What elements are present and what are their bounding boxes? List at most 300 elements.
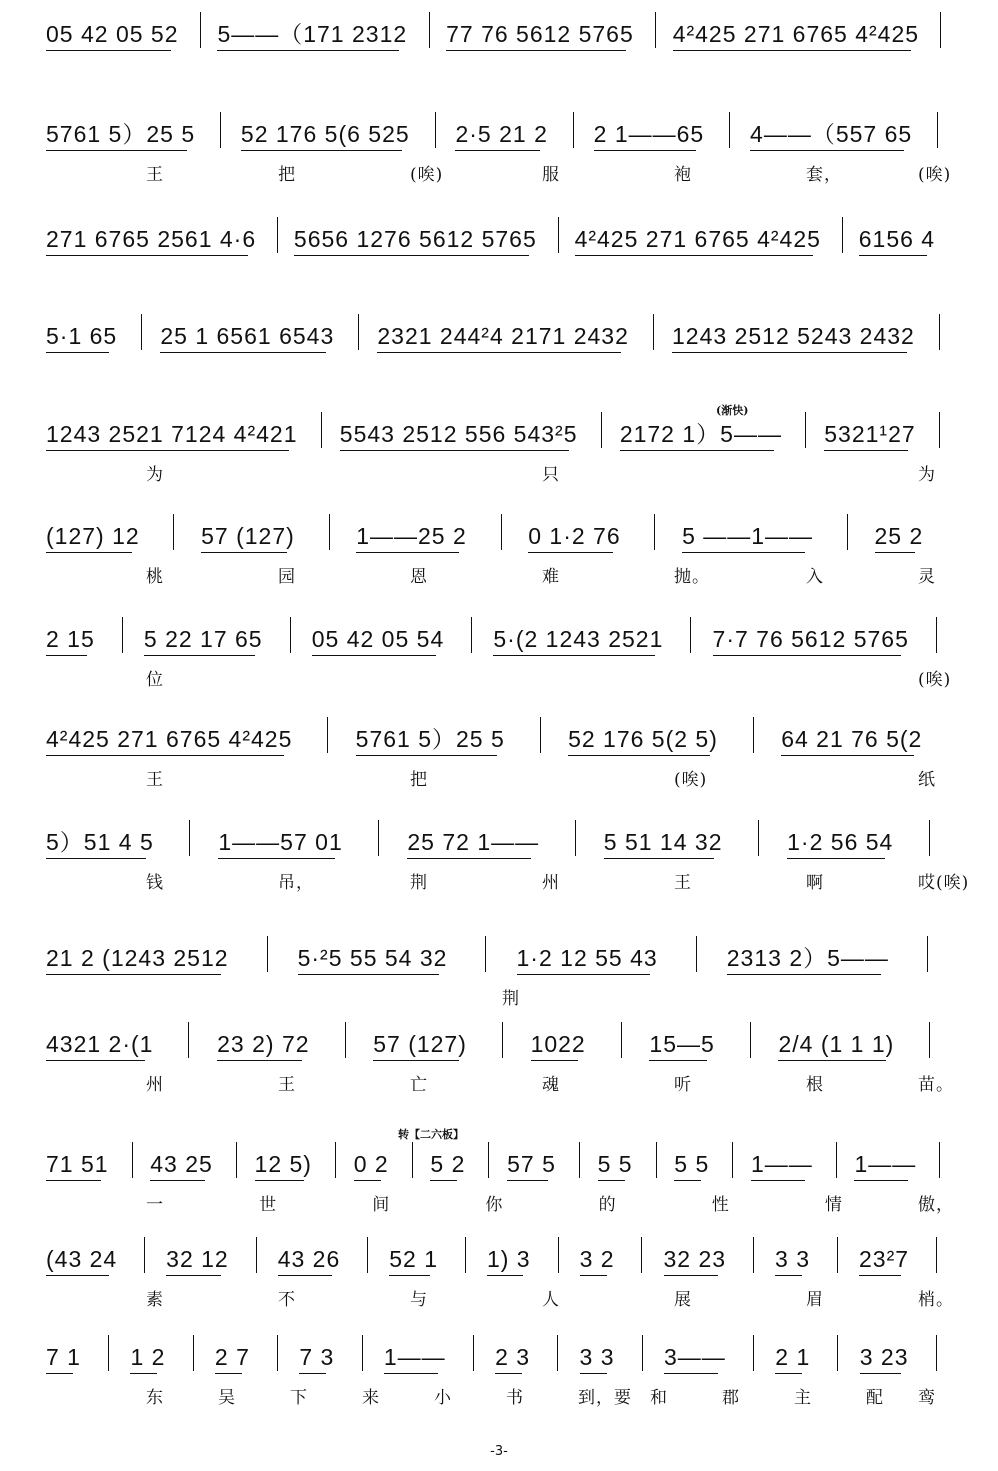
system-10-notation — [0, 944, 998, 984]
barline — [256, 1237, 257, 1273]
beam-underline — [517, 974, 650, 975]
beam-underline — [580, 1275, 607, 1276]
barline — [939, 412, 940, 448]
notation-segment: 5761 5）25 5 — [355, 726, 505, 752]
beam-underline — [649, 1060, 706, 1061]
barline — [329, 514, 330, 550]
notation-segment: 23²7 — [858, 1246, 910, 1272]
notation-segment: 5 51 14 32 — [603, 829, 723, 855]
page-number: -3- — [490, 1444, 508, 1459]
lyric-word: 把 — [410, 770, 428, 790]
beam-underline — [255, 1180, 304, 1181]
notation-segment: 32 12 — [166, 1246, 229, 1272]
system-3 — [0, 225, 998, 305]
barline — [939, 314, 940, 350]
lyric-word: 书 — [506, 1388, 524, 1408]
notation-segment: 1——25 2 — [356, 523, 467, 549]
notation-segment: 2 1——65 — [593, 121, 705, 147]
beam-underline — [674, 1180, 701, 1181]
beam-underline — [682, 552, 805, 553]
barline — [758, 820, 759, 856]
beam-underline — [568, 755, 710, 756]
beam-underline — [751, 1180, 805, 1181]
notation-segment: 52 176 5(6 525 — [240, 121, 410, 147]
notation-segment: 21 2 (1243 2512 — [46, 945, 229, 971]
beam-underline — [46, 552, 132, 553]
system-1 — [0, 20, 998, 100]
notation-segment: 5 5 — [674, 1151, 710, 1177]
beam-underline — [487, 1275, 523, 1276]
tempo-annotation: (渐快) — [716, 404, 749, 417]
notation-segment: 2 3 — [495, 1344, 531, 1370]
lyric-word: 服 — [542, 165, 560, 185]
notation-segment: 5·(2 1243 2521 — [493, 626, 664, 652]
notation-segment: 0 2 — [353, 1151, 389, 1177]
barline — [937, 112, 938, 148]
barline — [696, 936, 697, 972]
notation-segment: 4——（557 65 — [750, 121, 913, 147]
lyric-word: 到，要 — [578, 1388, 632, 1408]
lyric-word: 园 — [278, 567, 296, 587]
lyric-word: 的 — [598, 1195, 617, 1215]
barline — [290, 617, 291, 653]
lyric-word: 梢。 — [918, 1290, 954, 1310]
beam-underline — [278, 1275, 333, 1276]
notation-segment: 5）51 4 5 — [46, 829, 154, 855]
system-5-notation — [0, 420, 998, 460]
notation-segment: 3 2 — [579, 1246, 615, 1272]
notation-segment: 05 42 05 54 — [311, 626, 445, 652]
notation-segment: 1) 3 — [486, 1246, 531, 1272]
notation-segment: 7 3 — [299, 1344, 335, 1370]
notation-segment: 71 51 — [46, 1151, 109, 1177]
notation-segment: 5 5 — [597, 1151, 633, 1177]
beam-underline — [493, 655, 655, 656]
barline — [108, 1335, 109, 1371]
beam-underline — [854, 1180, 908, 1181]
notation-segment: 4²425 271 6765 4²425 — [574, 226, 821, 252]
barline — [642, 1335, 643, 1371]
beam-underline — [166, 1275, 221, 1276]
barline — [327, 717, 328, 753]
lyric-word: 苗。 — [918, 1075, 954, 1095]
beam-underline — [46, 255, 248, 256]
lyric-word: 眉 — [806, 1290, 824, 1310]
notation-segment: 2321 244²4 2171 2432 — [377, 323, 629, 349]
notation-segment: 12 5) — [254, 1151, 312, 1177]
lyric-word: 一 — [146, 1195, 164, 1215]
barline — [189, 820, 190, 856]
lyric-word: 根 — [806, 1075, 824, 1095]
barline — [412, 1142, 413, 1178]
beam-underline — [620, 450, 774, 451]
beam-underline — [160, 352, 326, 353]
beam-underline — [594, 150, 697, 151]
notation-segment: 3 23 — [859, 1344, 909, 1370]
beam-underline — [217, 50, 399, 51]
beam-underline — [775, 1373, 802, 1374]
beam-underline — [672, 352, 907, 353]
beam-underline — [46, 655, 87, 656]
lyric-word: 人 — [542, 1290, 560, 1310]
barline — [654, 514, 655, 550]
lyric-word: 王 — [146, 770, 164, 790]
system-8-notation — [0, 725, 998, 765]
lyric-word: 为 — [918, 465, 936, 485]
barline — [200, 12, 201, 48]
beam-underline — [664, 1275, 719, 1276]
notation-segment: (43 24 — [46, 1246, 118, 1272]
barline — [753, 717, 754, 753]
barline — [621, 1022, 622, 1058]
beam-underline — [46, 352, 109, 353]
barline — [473, 1335, 474, 1371]
system-9 — [0, 828, 998, 908]
beam-underline — [46, 974, 221, 975]
lyric-word: 纸 — [918, 770, 936, 790]
notation-segment: 271 6765 2561 4·6 — [46, 226, 257, 252]
system-14-notation — [0, 1343, 998, 1383]
lyric-word: 你 — [485, 1195, 504, 1215]
barline — [277, 217, 278, 253]
barline — [836, 1142, 837, 1178]
lyric-word: 听 — [674, 1075, 692, 1095]
beam-underline — [389, 1275, 430, 1276]
beam-underline — [46, 450, 289, 451]
system-1-notation — [0, 20, 998, 60]
barline — [488, 1142, 489, 1178]
barline — [575, 820, 576, 856]
notation-segment: 5543 2512 556 543²5 — [339, 421, 578, 447]
barline — [485, 936, 486, 972]
notation-segment: 5·1 65 — [46, 323, 118, 349]
beam-underline — [407, 858, 531, 859]
beam-underline — [130, 1373, 157, 1374]
lyric-word: 荆 — [410, 873, 428, 893]
lyric-word: 只 — [542, 465, 560, 485]
system-7 — [0, 625, 998, 705]
beam-underline — [46, 150, 187, 151]
notation-segment: (127) 12 — [46, 523, 140, 549]
lyric-word: 主 — [794, 1388, 812, 1408]
barline — [750, 1022, 751, 1058]
notation-segment: 1—— — [750, 1151, 813, 1177]
barline — [144, 1237, 145, 1273]
lyric-word: 东 — [146, 1388, 164, 1408]
barline — [345, 1022, 346, 1058]
beam-underline — [446, 50, 626, 51]
system-4 — [0, 322, 998, 402]
beam-underline — [215, 1373, 242, 1374]
beam-underline — [46, 1275, 109, 1276]
notation-segment: 5·²5 55 54 32 — [297, 945, 448, 971]
barline — [557, 1335, 558, 1371]
barline — [122, 617, 123, 653]
beam-underline — [787, 858, 885, 859]
beam-underline — [373, 1060, 459, 1061]
notation-segment: 5321¹27 — [824, 421, 916, 447]
notation-segment: 5 22 17 65 — [143, 626, 263, 652]
beam-underline — [859, 1275, 901, 1276]
notation-segment: 32 23 — [663, 1246, 727, 1272]
barline — [362, 1335, 363, 1371]
barline — [558, 1237, 559, 1273]
system-12 — [0, 1128, 998, 1230]
beam-underline — [824, 450, 907, 451]
notation-segment: 64 21 76 5(2 — [781, 726, 923, 752]
mode-change-annotation: 转【二六板】 — [398, 1128, 464, 1141]
barline — [173, 514, 174, 550]
notation-segment: 57 5 — [507, 1151, 556, 1177]
beam-underline — [201, 552, 287, 553]
beam-underline — [859, 255, 927, 256]
barline — [429, 12, 430, 48]
beam-underline — [781, 755, 914, 756]
system-13-notation — [0, 1245, 998, 1285]
beam-underline — [46, 858, 146, 859]
notation-segment: 1—— — [383, 1344, 446, 1370]
beam-underline — [46, 50, 171, 51]
notation-segment: 4²425 271 6765 4²425 — [46, 726, 293, 752]
barline — [220, 112, 221, 148]
lyric-word: 套， — [806, 165, 842, 185]
notation-segment: 2 1 — [775, 1344, 811, 1370]
lyric-word: 抛。 — [674, 567, 710, 587]
lyric-word: 恩 — [410, 567, 428, 587]
lyric-word: 钱 — [146, 873, 164, 893]
barline — [277, 1335, 278, 1371]
system-11 — [0, 1030, 998, 1110]
lyric-word: 州 — [542, 873, 560, 893]
barline — [847, 514, 848, 550]
barline — [837, 1237, 838, 1273]
notation-segment: 1 2 — [130, 1344, 166, 1370]
beam-underline — [356, 755, 497, 756]
beam-underline — [528, 552, 612, 553]
lyric-word: 和 — [650, 1388, 668, 1408]
beam-underline — [144, 655, 255, 656]
lyric-word: (唉) — [410, 165, 444, 185]
system-2 — [0, 120, 998, 200]
notation-segment: 52 1 — [389, 1246, 438, 1272]
barline — [378, 820, 379, 856]
lyric-word: 与 — [410, 1290, 428, 1310]
notation-segment: 3 3 — [775, 1246, 811, 1272]
notation-segment: 0 1·2 76 — [528, 523, 621, 549]
notation-segment: 15—5 — [649, 1031, 715, 1057]
barline — [465, 1237, 466, 1273]
lyric-word: 间 — [372, 1195, 391, 1215]
barline — [842, 217, 843, 253]
lyric-word: 吊， — [278, 873, 314, 893]
barline — [321, 412, 322, 448]
beam-underline — [377, 352, 620, 353]
system-6 — [0, 522, 998, 602]
barline — [540, 717, 541, 753]
lyric-word: 王 — [146, 165, 164, 185]
system-2-notation — [0, 120, 998, 160]
notation-segment: 1·2 56 54 — [787, 829, 894, 855]
barline — [936, 1237, 937, 1273]
notation-segment: 1——57 01 — [218, 829, 343, 855]
notation-segment: 1—— — [854, 1151, 917, 1177]
barline — [655, 12, 656, 48]
beam-underline — [356, 552, 459, 553]
beam-underline — [727, 974, 881, 975]
beam-underline — [575, 255, 813, 256]
lyric-word: 桃 — [146, 567, 164, 587]
barline — [267, 936, 268, 972]
barline — [929, 1022, 930, 1058]
lyric-word: 傲， — [918, 1195, 954, 1215]
lyric-word: 荆 — [502, 989, 520, 1009]
system-6-notation — [0, 522, 998, 562]
notation-segment: 43 25 — [150, 1151, 213, 1177]
beam-underline — [495, 1373, 522, 1374]
lyric-word: 魂 — [542, 1075, 560, 1095]
beam-underline — [664, 1373, 718, 1374]
notation-segment: 5 2 — [430, 1151, 466, 1177]
barline — [732, 1142, 733, 1178]
beam-underline — [580, 1373, 607, 1374]
notation-segment: 1022 — [530, 1031, 586, 1057]
system-13 — [0, 1245, 998, 1325]
notation-segment: 2172 1）5—— — [619, 421, 782, 447]
beam-underline — [241, 150, 402, 151]
barline — [929, 820, 930, 856]
system-12-notation — [0, 1150, 998, 1190]
notation-segment: 05 42 05 52 — [46, 21, 179, 47]
notation-segment: 57 (127) — [373, 1031, 467, 1057]
barline — [690, 617, 691, 653]
barline — [940, 12, 941, 48]
barline — [367, 1237, 368, 1273]
beam-underline — [294, 255, 529, 256]
system-7-notation — [0, 625, 998, 665]
beam-underline — [46, 1373, 73, 1374]
lyric-word: 啊 — [806, 873, 824, 893]
barline — [335, 1142, 336, 1178]
lyric-word: 王 — [278, 1075, 296, 1095]
barline — [641, 1237, 642, 1273]
beam-underline — [455, 150, 539, 151]
barline — [501, 514, 502, 550]
notation-segment: 23 2) 72 — [217, 1031, 310, 1057]
barline — [579, 1142, 580, 1178]
barline — [729, 112, 730, 148]
barline — [502, 1022, 503, 1058]
system-11-notation — [0, 1030, 998, 1070]
beam-underline — [340, 450, 570, 451]
lyric-word: 素 — [146, 1290, 164, 1310]
barline — [753, 1335, 754, 1371]
lyric-word: 来 — [362, 1388, 380, 1408]
lyric-word: 小 — [434, 1388, 452, 1408]
notation-segment: 25 72 1—— — [407, 829, 540, 855]
notation-segment: 5761 5）25 5 — [46, 121, 196, 147]
system-3-notation — [0, 225, 998, 265]
barline — [653, 314, 654, 350]
barline — [188, 1022, 189, 1058]
beam-underline — [531, 1060, 578, 1061]
notation-segment: 5 ——1—— — [682, 523, 814, 549]
lyric-word: 难 — [542, 567, 560, 587]
barline — [558, 217, 559, 253]
lyric-word: (唉) — [918, 670, 952, 690]
notation-segment: 2·5 21 2 — [455, 121, 548, 147]
lyric-word: 世 — [259, 1195, 278, 1215]
notation-segment: 57 (127) — [201, 523, 295, 549]
beam-underline — [673, 50, 911, 51]
system-10 — [0, 944, 998, 1024]
barline — [656, 1142, 657, 1178]
lyric-word: 入 — [806, 567, 824, 587]
beam-underline — [507, 1180, 548, 1181]
barline — [927, 936, 928, 972]
barline — [236, 1142, 237, 1178]
beam-underline — [312, 655, 437, 656]
notation-segment: 1·2 12 55 43 — [516, 945, 658, 971]
lyric-word: 下 — [290, 1388, 308, 1408]
lyric-word: 为 — [146, 465, 164, 485]
barline — [936, 1335, 937, 1371]
notation-segment: 7 1 — [46, 1344, 81, 1370]
beam-underline — [604, 858, 715, 859]
notation-segment: 5656 1276 5612 5765 — [293, 226, 537, 252]
notation-segment: 6156 4 — [858, 226, 936, 252]
barline — [132, 1142, 133, 1178]
barline — [837, 1335, 838, 1371]
notation-segment: 25 2 — [874, 523, 924, 549]
lyric-word: 情 — [824, 1195, 843, 1215]
lyric-word: 灵 — [918, 567, 936, 587]
notation-segment: 5——（171 2312 — [217, 21, 408, 47]
system-5 — [0, 404, 998, 500]
beam-underline — [299, 1373, 326, 1374]
barline — [753, 1237, 754, 1273]
lyric-word: 吴 — [218, 1388, 236, 1408]
barline — [471, 617, 472, 653]
system-9-notation — [0, 828, 998, 868]
notation-segment: 7·7 76 5612 5765 — [712, 626, 909, 652]
beam-underline — [46, 755, 284, 756]
barline — [141, 314, 142, 350]
lyric-word: 位 — [146, 670, 164, 690]
notation-segment: 4321 2·(1 — [46, 1031, 154, 1057]
beam-underline — [298, 974, 440, 975]
lyric-word: 性 — [711, 1195, 730, 1215]
beam-underline — [598, 1180, 625, 1181]
barline — [573, 112, 574, 148]
notation-segment: 2/4 (1 1 1) — [778, 1031, 895, 1057]
notation-segment: 77 76 5612 5765 — [446, 21, 634, 47]
notation-segment: 2313 2）5—— — [726, 945, 889, 971]
beam-underline — [775, 1275, 802, 1276]
system-4-notation — [0, 322, 998, 362]
notation-segment: 52 176 5(2 5) — [568, 726, 718, 752]
lyric-word: 王 — [674, 873, 692, 893]
lyric-word: 不 — [278, 1290, 296, 1310]
beam-underline — [875, 552, 916, 553]
beam-underline — [217, 1060, 301, 1061]
notation-segment: 1243 2512 5243 2432 — [672, 323, 915, 349]
lyric-word: 配 — [866, 1388, 884, 1408]
barline — [193, 1335, 194, 1371]
lyric-word: (唉) — [918, 165, 952, 185]
notation-segment: 1243 2521 7124 4²421 — [46, 421, 298, 447]
beam-underline — [713, 655, 901, 656]
lyric-word: 亡 — [410, 1075, 428, 1095]
